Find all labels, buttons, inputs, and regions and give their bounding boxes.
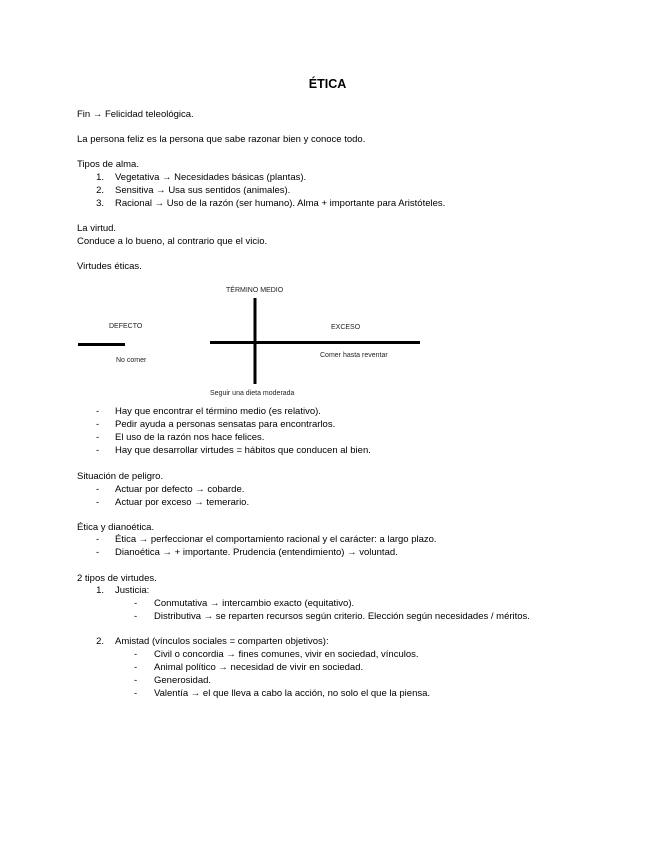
bullet-dash: - [96,419,100,430]
justicia-label: Justicia: [115,585,150,596]
list-item: El uso de la razón nos hace felices. [115,432,265,443]
bullet-dash: - [96,406,100,417]
bullet-dash: - [96,432,100,443]
list-item: Generosidad. [154,675,212,686]
virtud-text: Conduce a lo bueno, al contrario que el vicio. [77,236,268,247]
list-item: Sensitiva → Usa sus sentidos (animales). [115,185,291,196]
peligro-heading: Situación de peligro. [77,471,164,482]
virtud-heading: La virtud. [77,223,117,234]
bullet-dash: - [96,547,100,558]
list-item: Vegetativa → Necesidades básicas (plantas). [115,172,307,183]
list-number: 1. [96,172,104,183]
list-item: Hay que desarrollar virtudes = hábitos que conducen al bien. [115,445,371,456]
list-item: Actuar por exceso → temerario. [115,497,250,508]
comer-reventar-label: Comer hasta reventar [320,352,388,359]
defecto-label: DEFECTO [109,323,143,330]
bullet-dash: - [96,497,100,508]
no-comer-label: No comer [116,357,147,364]
bullet-dash: - [134,611,138,622]
list-item: Distributiva → se reparten recursos según criterio. Elección según necesidades / méritos. [154,611,530,622]
list-item: Actuar por defecto → cobarde. [115,484,245,495]
etica-dianoetica-heading: Ética y dianoética. [77,522,155,533]
bullet-dash: - [96,445,100,456]
bullet-dash: - [134,662,138,673]
list-item: Conmutativa → intercambio exacto (equitativo). [154,598,355,609]
list-item: Civil o concordia → fines comunes, vivir en sociedad, vínculos. [154,649,419,660]
bullet-dash: - [134,688,138,699]
exceso-label: EXCESO [331,324,361,331]
list-item: Pedir ayuda a personas sensatas para encontrarlos. [115,419,336,430]
fin-line: Fin → Felicidad teleológica. [77,109,194,120]
list-item: Dianoética → + importante. Prudencia (entendimiento) → voluntad. [115,547,398,558]
list-number: 3. [96,198,104,209]
bullet-dash: - [134,649,138,660]
virtudes-eticas-heading: Virtudes éticas. [77,261,142,272]
termino-medio-label: TÉRMINO MEDIO [226,287,284,294]
tipos-alma-heading: Tipos de alma. [77,159,139,170]
bullet-dash: - [134,598,138,609]
dos-tipos-heading: 2 tipos de virtudes. [77,573,157,584]
list-item: Animal político → necesidad de vivir en sociedad. [154,662,364,673]
list-item: Ética → perfeccionar el comportamiento racional y el carácter: a largo plazo. [115,534,437,545]
amistad-label: Amistad (vínculos sociales = comparten objetivos): [115,636,329,647]
list-number: 2. [96,185,104,196]
list-number: 2. [96,636,104,647]
dieta-label: Seguir una dieta moderada [210,390,295,397]
list-item: Racional → Uso de la razón (ser humano). Alma + importante para Aristóteles. [115,198,446,209]
list-number: 1. [96,585,104,596]
persona-line: La persona feliz es la persona que sabe razonar bien y conoce todo. [77,134,366,145]
bullet-dash: - [96,484,100,495]
bullet-dash: - [134,675,138,686]
bullet-dash: - [96,534,100,545]
page-title: ÉTICA [308,77,347,91]
list-item: Hay que encontrar el término medio (es relativo). [115,406,321,417]
list-item: Valentía → el que lleva a cabo la acción, no solo el que la piensa. [154,688,431,699]
